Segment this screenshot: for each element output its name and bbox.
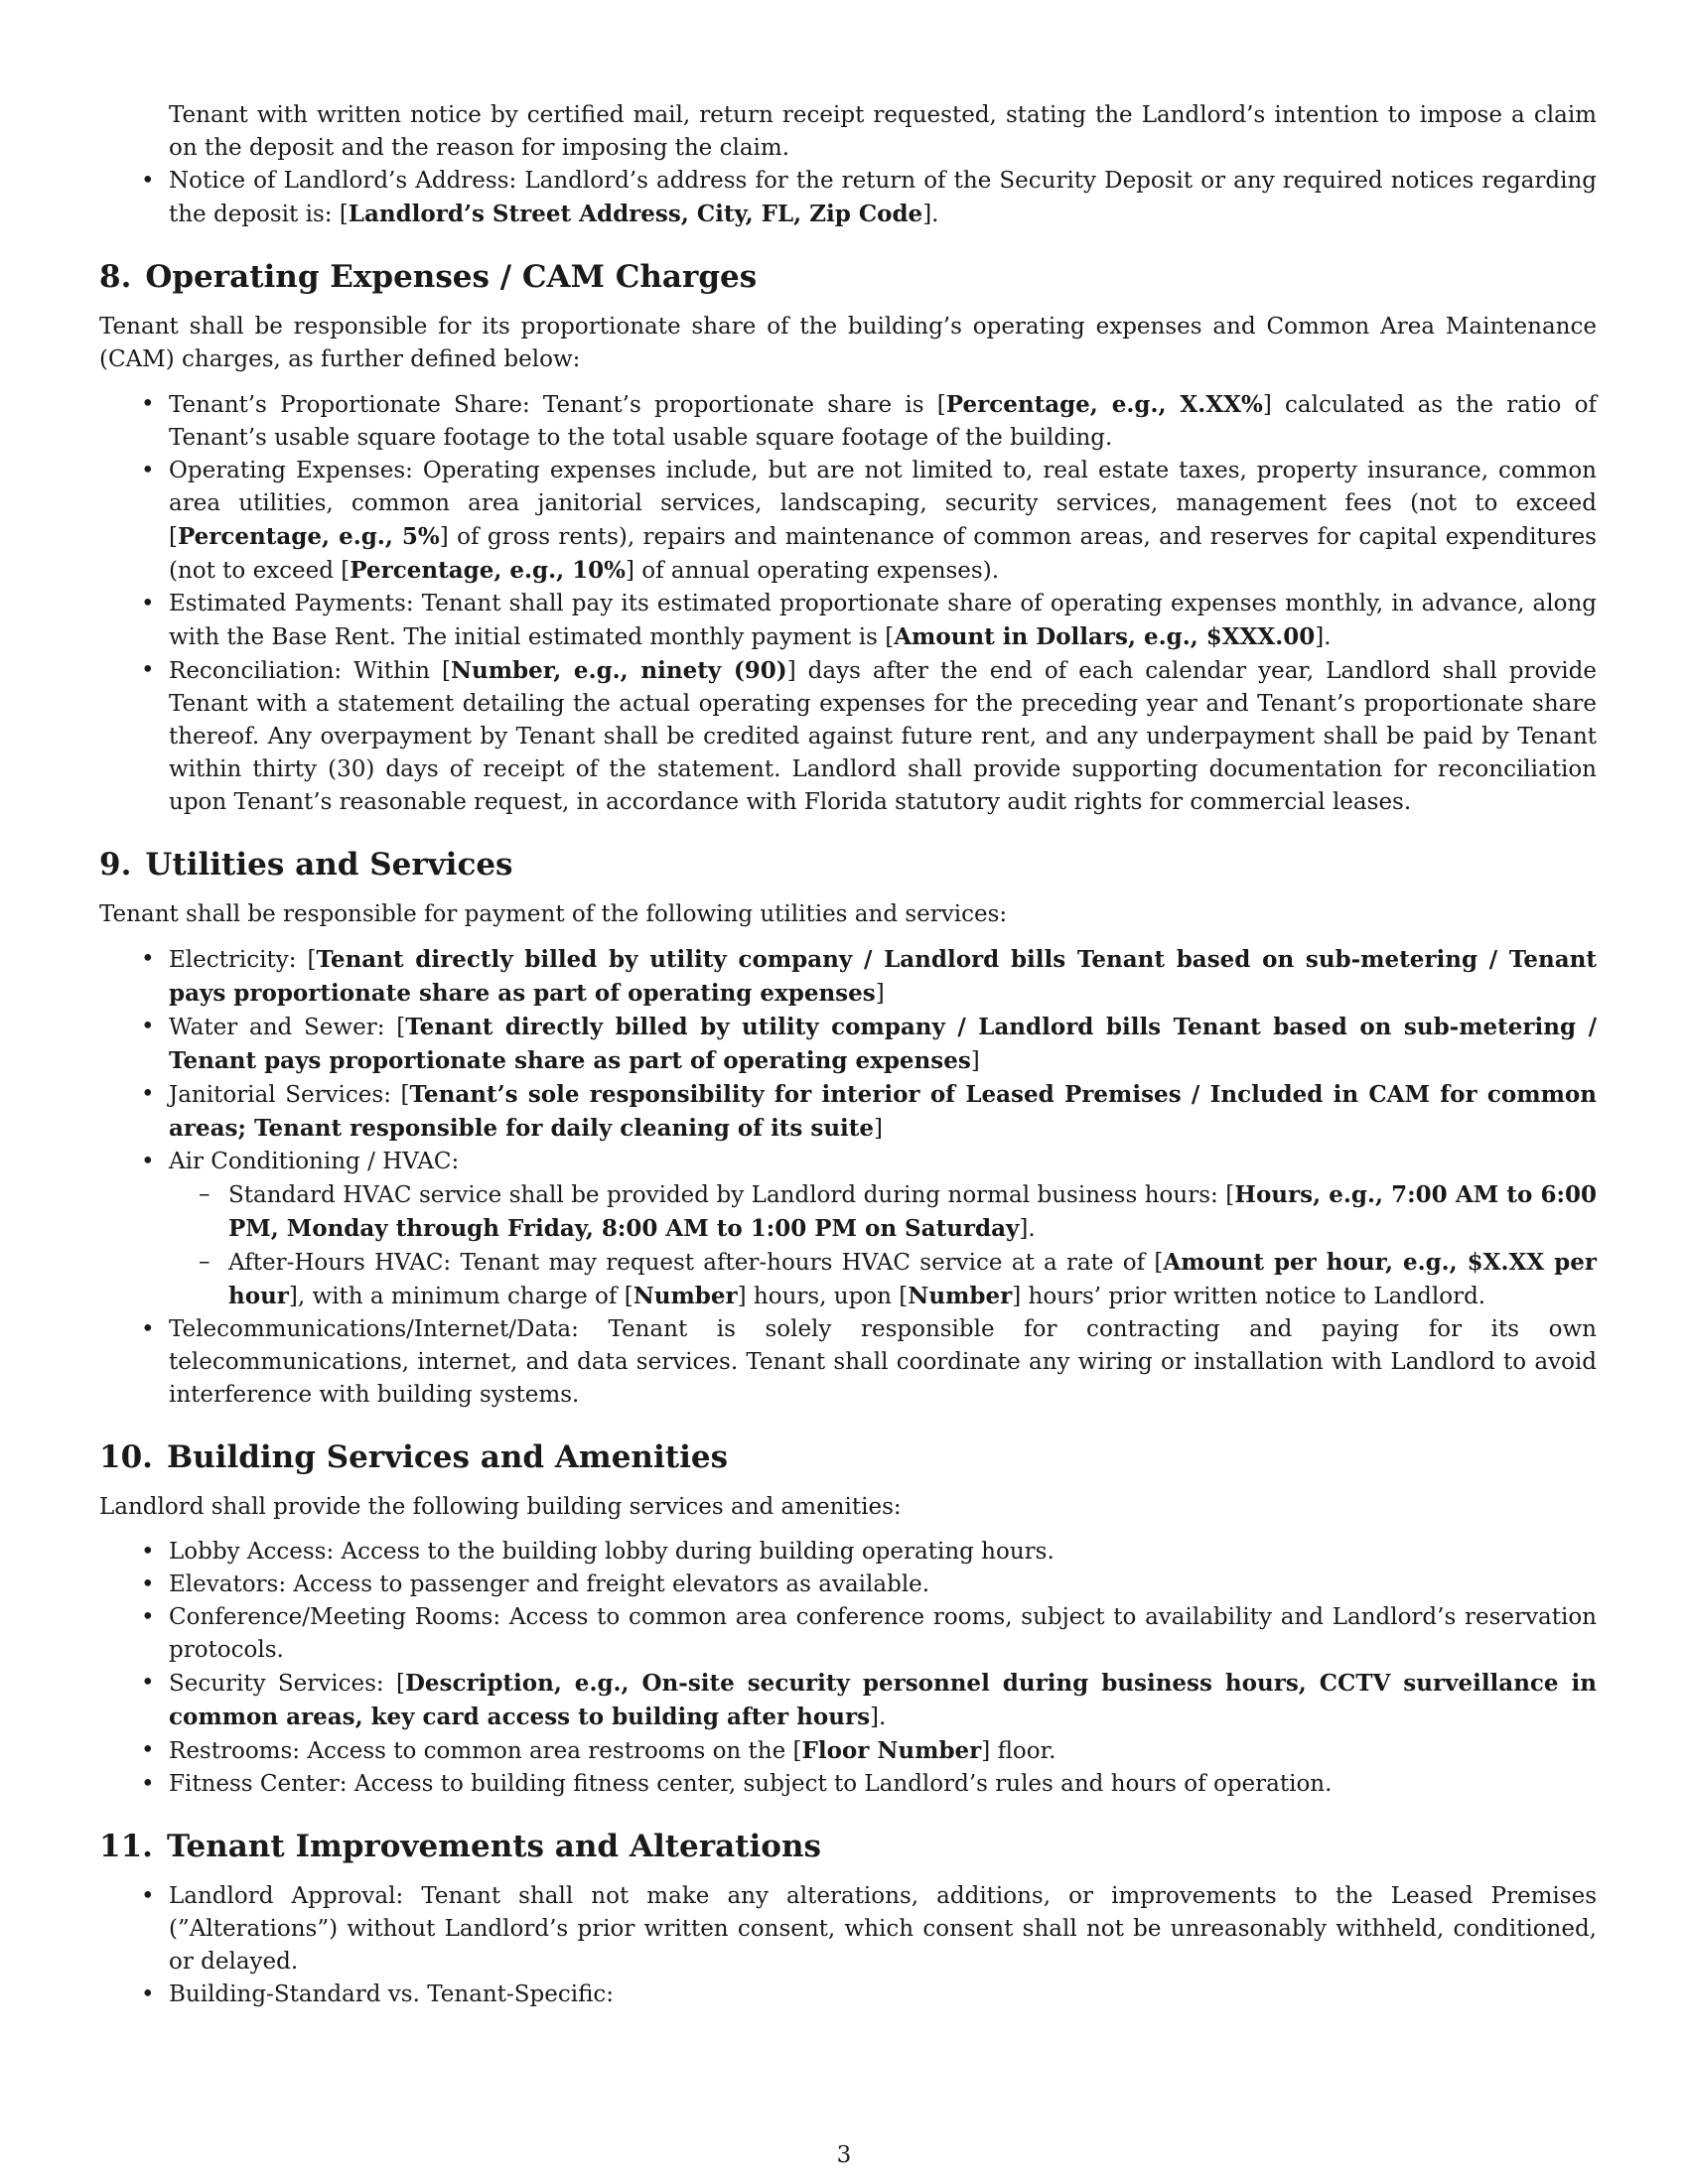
section-intro: Tenant shall be responsible for payment of the following utilities and services: (99, 901, 1008, 927)
placeholder-field: Amount in Dollars, e.g., $XXX.00 (894, 623, 1316, 650)
sub-list-item: – Standard HVAC service shall be provided by Landlord during normal business hours: [Hours, e.g., 7:00 AM to 6:00 PM, Monday through Friday, 8:00 AM to 1:00 PM on Saturday]. (169, 1178, 1597, 1246)
list-item: • Air Conditioning / HVAC: – Standard HVAC service shall be provided by Landlord during normal business hours: [Hours, e.g., 7:00 AM to 6:00 PM, Monday through Friday, 8:00 AM to 1:00 PM on Saturday]. – After-Hours HVAC: Tenant may request after-hours HVAC service at a rate of [Amount per hour, e.g., $X.XX per hour], with a minimum charge of [Number] hours, upon [Number] hours’ prior written notice to Landlord. (99, 1146, 1597, 1313)
sub-list-item: – After-Hours HVAC: Tenant may request after-hours HVAC service at a rate of [Amount per hour, e.g., $X.XX per hour], with a minimum charge of [Number] hours, upon [Number] hours’ prior written notice to Landlord. (169, 1246, 1597, 1313)
list-item: • Notice of Landlord’s Address: Landlord’s address for the return of the Security Deposit or any required notices regarding the deposit is: [Landlord’s Street Address, City, FL, Zip Code]. (99, 165, 1597, 231)
section-10 (99, 1437, 1597, 1801)
section-heading: 8. Operating Expenses / CAM Charges (99, 259, 758, 295)
hvac-sublist (169, 1178, 1597, 1313)
placeholder-field: Tenant directly billed by utility company / Landlord bills Tenant based on sub-metering / Tenant pays proportionate share as part of operating expenses (169, 1014, 1597, 1074)
placeholder-field: Landlord’s Street Address, City, FL, Zip Code (348, 201, 923, 227)
section-heading: 10. Building Services and Amenities (99, 1439, 729, 1475)
section-7-continuation (99, 99, 1597, 231)
section-8-list (99, 388, 1597, 819)
list-item: • Elevators: Access to passenger and freight elevators as available. (99, 1569, 1597, 1601)
placeholder-field: Tenant directly billed by utility company / Landlord bills Tenant based on sub-metering / Tenant pays proportionate share as part of operating expenses (169, 946, 1597, 1007)
list-item: • Electricity: [Tenant directly billed by utility company / Landlord bills Tenant based on sub-metering / Tenant pays proportionate share as part of operating expenses] (99, 943, 1597, 1011)
section-9 (99, 845, 1597, 1412)
list-item: • Operating Expenses: Operating expenses include, but are not limited to, real estate taxes, property insurance, common area utilities, common area janitorial services, landscaping, security services, management fees (not to exceed [Percentage, e.g., 5%] of gross rents), repairs and maintenance of common areas, and reserves for capital expenditures (not to exceed [Percentage, e.g., 10%] of annual operating expenses). (99, 455, 1597, 588)
section-7-list (99, 165, 1597, 231)
list-item: • Estimated Payments: Tenant shall pay its estimated proportionate share of operating expenses monthly, in advance, along with the Base Rent. The initial estimated monthly payment is [Amount in Dollars, e.g., $XXX.00]. (99, 588, 1597, 654)
placeholder-field: Floor Number (801, 1737, 982, 1764)
list-item: • Lobby Access: Access to the building lobby during building operating hours. (99, 1536, 1597, 1569)
placeholder-field: Percentage, e.g., 5% (177, 523, 440, 550)
section-10-list (99, 1536, 1597, 1801)
section-heading: 11. Tenant Improvements and Alterations (99, 1829, 821, 1864)
section-intro: Landlord shall provide the following building services and amenities: (99, 1494, 902, 1520)
section-8 (99, 257, 1597, 819)
placeholder-field: Number, e.g., ninety (90) (450, 657, 787, 684)
list-item: • Conference/Meeting Rooms: Access to common area conference rooms, subject to availability and Landlord’s reservation protocols. (99, 1601, 1597, 1667)
list-item: • Landlord Approval: Tenant shall not make any alterations, additions, or improvements to the Leased Premises (”Alterations”) without Landlord’s prior written consent, which consent shall not be unreasonably withheld, conditioned, or delayed. (99, 1880, 1597, 1979)
placeholder-field: Amount per hour, e.g., $X.XX per hour (228, 1249, 1597, 1309)
list-item: • Security Services: [Description, e.g., On-site security personnel during business hours, CCTV surveillance in common areas, key card access to building after hours]. (99, 1667, 1597, 1734)
list-item: • Janitorial Services: [Tenant’s sole responsibility for interior of Leased Premises / Included in CAM for common areas; Tenant responsible for daily cleaning of its suite] (99, 1078, 1597, 1146)
list-item: • Reconciliation: Within [Number, e.g., ninety (90)] days after the end of each calendar year, Landlord shall provide Tenant with a statement detailing the actual operating expenses for the preceding year and Tenant’s proportionate share thereof. Any overpayment by Tenant shall be credited against future rent, and any underpayment shall be paid by Tenant within thirty (30) days of receipt of the statement. Landlord shall provide supporting documentation for reconciliation upon Tenant’s reasonable request, in accordance with Florida statutory audit rights for commercial leases. (99, 654, 1597, 819)
page-content (99, 99, 1597, 2011)
placeholder-field: Description, e.g., On-site security personnel during business hours, CCTV surveillance in common areas, key card access to building after hours (169, 1670, 1597, 1730)
list-item: • Fitness Center: Access to building fitness center, subject to Landlord’s rules and hours of operation. (99, 1768, 1597, 1801)
placeholder-field: Tenant’s sole responsibility for interior of Leased Premises / Included in CAM for common areas; Tenant responsible for daily cleaning of its suite (169, 1081, 1597, 1142)
deposit-claim-notice-continuation: Tenant with written notice by certified mail, return receipt requested, stating the Landlord’s intention to impose a claim on the deposit and the reason for imposing the claim. (169, 102, 1597, 161)
section-11-list (99, 1880, 1597, 2011)
placeholder-field: Percentage, e.g., X.XX% (945, 391, 1263, 418)
section-11 (99, 1827, 1597, 2011)
placeholder-field: Number (908, 1283, 1013, 1309)
list-item: • Telecommunications/Internet/Data: Tenant is solely responsible for contracting and paying for its own telecommunications, internet, and data services. Tenant shall coordinate any wiring or installation with Landlord to avoid interference with building systems. (99, 1313, 1597, 1412)
section-heading: 9. Utilities and Services (99, 847, 513, 883)
list-item: • Building-Standard vs. Tenant-Specific: (99, 1979, 1597, 2011)
placeholder-field: Hours, e.g., 7:00 AM to 6:00 PM, Monday through Friday, 8:00 AM to 1:00 PM on Saturday (228, 1181, 1597, 1242)
placeholder-field: Percentage, e.g., 10% (350, 557, 626, 584)
section-9-list (99, 943, 1597, 1412)
list-item: • Water and Sewer: [Tenant directly billed by utility company / Landlord bills Tenant based on sub-metering / Tenant pays proportionate share as part of operating expenses] (99, 1011, 1597, 1078)
page-number: 3 (836, 2142, 852, 2168)
section-intro: Tenant shall be responsible for its proportionate share of the building’s operating expenses and Common Area Maintenance (CAM) charges, as further defined below: (99, 314, 1597, 372)
list-item: • Tenant’s Proportionate Share: Tenant’s proportionate share is [Percentage, e.g., X.XX%] calculated as the ratio of Tenant’s usable square footage to the total usable square footage of the building. (99, 388, 1597, 455)
placeholder-field: Number (633, 1283, 738, 1309)
list-item: • Restrooms: Access to common area restrooms on the [Floor Number] floor. (99, 1734, 1597, 1768)
